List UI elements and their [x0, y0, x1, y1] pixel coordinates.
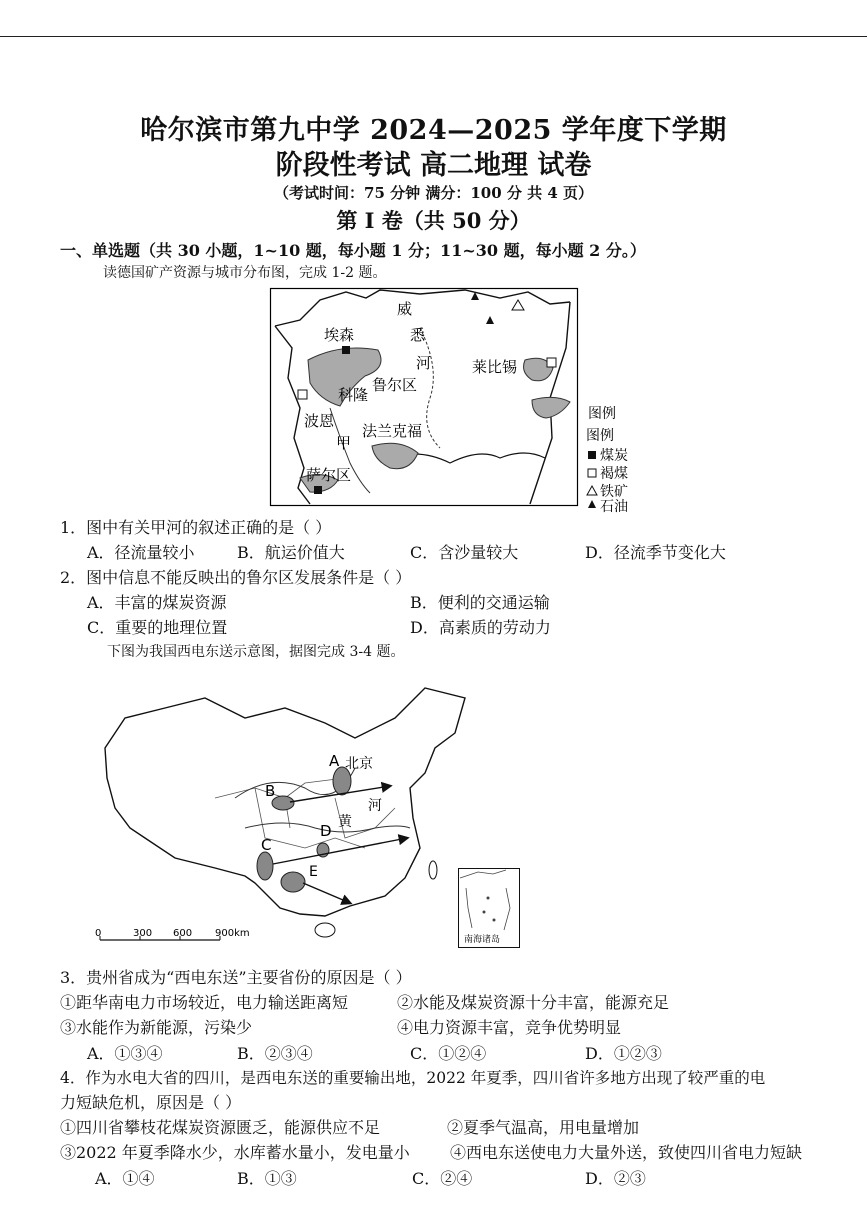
section-heading: 一、单选题（共 30 小题，1~10 题，每小题 1 分；11~30 题，每小题 2 分。）	[60, 241, 646, 260]
label-frankfurt: 法兰克福	[362, 422, 423, 440]
label-bonn: 波恩	[304, 412, 335, 430]
south-china-sea-inset	[458, 868, 520, 948]
q1-option-b[interactable]: B．航运价值大	[237, 543, 345, 562]
china-label-beijing: 北京	[345, 756, 373, 772]
exam-title: 阶段性考试 高二地理 试卷	[275, 150, 592, 181]
q4-statement-1: ①四川省攀枝花煤炭资源匮乏，能源供应不足	[60, 1118, 381, 1137]
q4-option-d[interactable]: D．②③	[585, 1169, 646, 1188]
label-saar: 萨尔区	[306, 466, 352, 484]
label-wei: 威	[397, 300, 413, 318]
china-label-d: D	[320, 822, 332, 840]
label-cologne: 科隆	[338, 386, 369, 404]
label-jia: 甲	[336, 434, 352, 452]
q4-option-a[interactable]: A．①④	[95, 1169, 155, 1188]
exam-info: （考试时间：75 分钟 满分：100 分 共 4 页）	[274, 184, 593, 202]
q3-option-a[interactable]: A．①③④	[87, 1044, 163, 1063]
inset-label: 南海诸岛	[464, 935, 501, 945]
q3-option-b[interactable]: B．②③④	[237, 1044, 313, 1063]
china-label-e: E	[309, 864, 318, 880]
top-border	[0, 36, 867, 37]
scale-0: 0	[95, 928, 102, 939]
label-he: 河	[416, 354, 432, 372]
q1-option-a[interactable]: A．径流量较小	[87, 543, 195, 562]
label-xi: 悉	[410, 326, 426, 344]
legend-oil: 石油	[600, 499, 628, 515]
q3-option-d[interactable]: D．①②③	[585, 1044, 662, 1063]
q2-option-d[interactable]: D．高素质的劳动力	[410, 618, 551, 637]
q4-statement-4: ④西电东送使电力大量外送，致使四川省电力短缺	[450, 1143, 803, 1162]
q1-stem: 1．图中有关甲河的叙述正确的是（ ）	[60, 518, 332, 537]
intro-q3-4: 下图为我国西电东送示意图，据图完成 3-4 题。	[107, 644, 405, 660]
scale-300: 300	[133, 928, 153, 939]
q4-option-c[interactable]: C．②④	[412, 1169, 473, 1188]
q4-statement-3: ③2022 年夏季降水少，水库蓄水量小，发电量小	[60, 1143, 410, 1162]
legend-lignite: 褐煤	[600, 466, 628, 482]
q4-statement-2: ②夏季气温高，用电量增加	[447, 1118, 640, 1137]
school-term-title: 哈尔滨市第九中学 2024—2025 学年度下学期	[140, 115, 727, 146]
q3-statement-4: ④电力资源丰富，竞争优势明显	[397, 1018, 622, 1037]
q4-stem: 4．作为水电大省的四川，是西电东送的重要输出地，2022 年夏季，四川省许多地方出现了较严重的电	[60, 1069, 766, 1087]
scale-900km: 900km	[215, 928, 250, 939]
china-label-b: B	[265, 782, 276, 800]
q3-statement-3: ③水能作为新能源，污染少	[60, 1018, 253, 1037]
q4-stem-cont: 力短缺危机，原因是（ ）	[60, 1093, 242, 1112]
scale-600: 600	[173, 928, 193, 939]
label-leipzig: 莱比锡	[472, 358, 518, 376]
legend-iron: 铁矿	[600, 484, 628, 500]
legend-title: 图例	[586, 428, 614, 444]
q2-option-b[interactable]: B．便利的交通运输	[410, 593, 550, 612]
china-label-he: 河	[368, 798, 382, 814]
label-ruhr: 鲁尔区	[372, 376, 418, 394]
q2-option-a[interactable]: A．丰富的煤炭资源	[87, 593, 227, 612]
q2-stem: 2．图中信息不能反映出的鲁尔区发展条件是（ ）	[60, 568, 412, 587]
q3-stem: 3．贵州省成为“西电东送”主要省份的原因是（ ）	[60, 968, 412, 987]
label-essen: 埃森	[324, 326, 355, 344]
q3-option-c[interactable]: C．①②④	[410, 1044, 487, 1063]
intro-q1-2: 读德国矿产资源与城市分布图，完成 1-2 题。	[103, 265, 387, 281]
china-label-huang: 黄	[338, 814, 352, 830]
legend-coal: 煤炭	[600, 448, 628, 464]
q1-option-d[interactable]: D．径流季节变化大	[585, 543, 726, 562]
q1-option-c[interactable]: C．含沙量较大	[410, 543, 519, 562]
china-label-c: C	[261, 836, 272, 854]
legend-title: 图例	[588, 406, 616, 422]
q3-statement-2: ②水能及煤炭资源十分丰富，能源充足	[397, 993, 670, 1012]
china-label-a: A	[329, 752, 340, 770]
germany-map-legend	[582, 425, 644, 515]
volume-title: 第 I 卷（共 50 分）	[336, 208, 531, 233]
q4-option-b[interactable]: B．①③	[237, 1169, 297, 1188]
q3-statement-1: ①距华南电力市场较近，电力输送距离短	[60, 993, 349, 1012]
q2-option-c[interactable]: C．重要的地理位置	[87, 618, 228, 637]
